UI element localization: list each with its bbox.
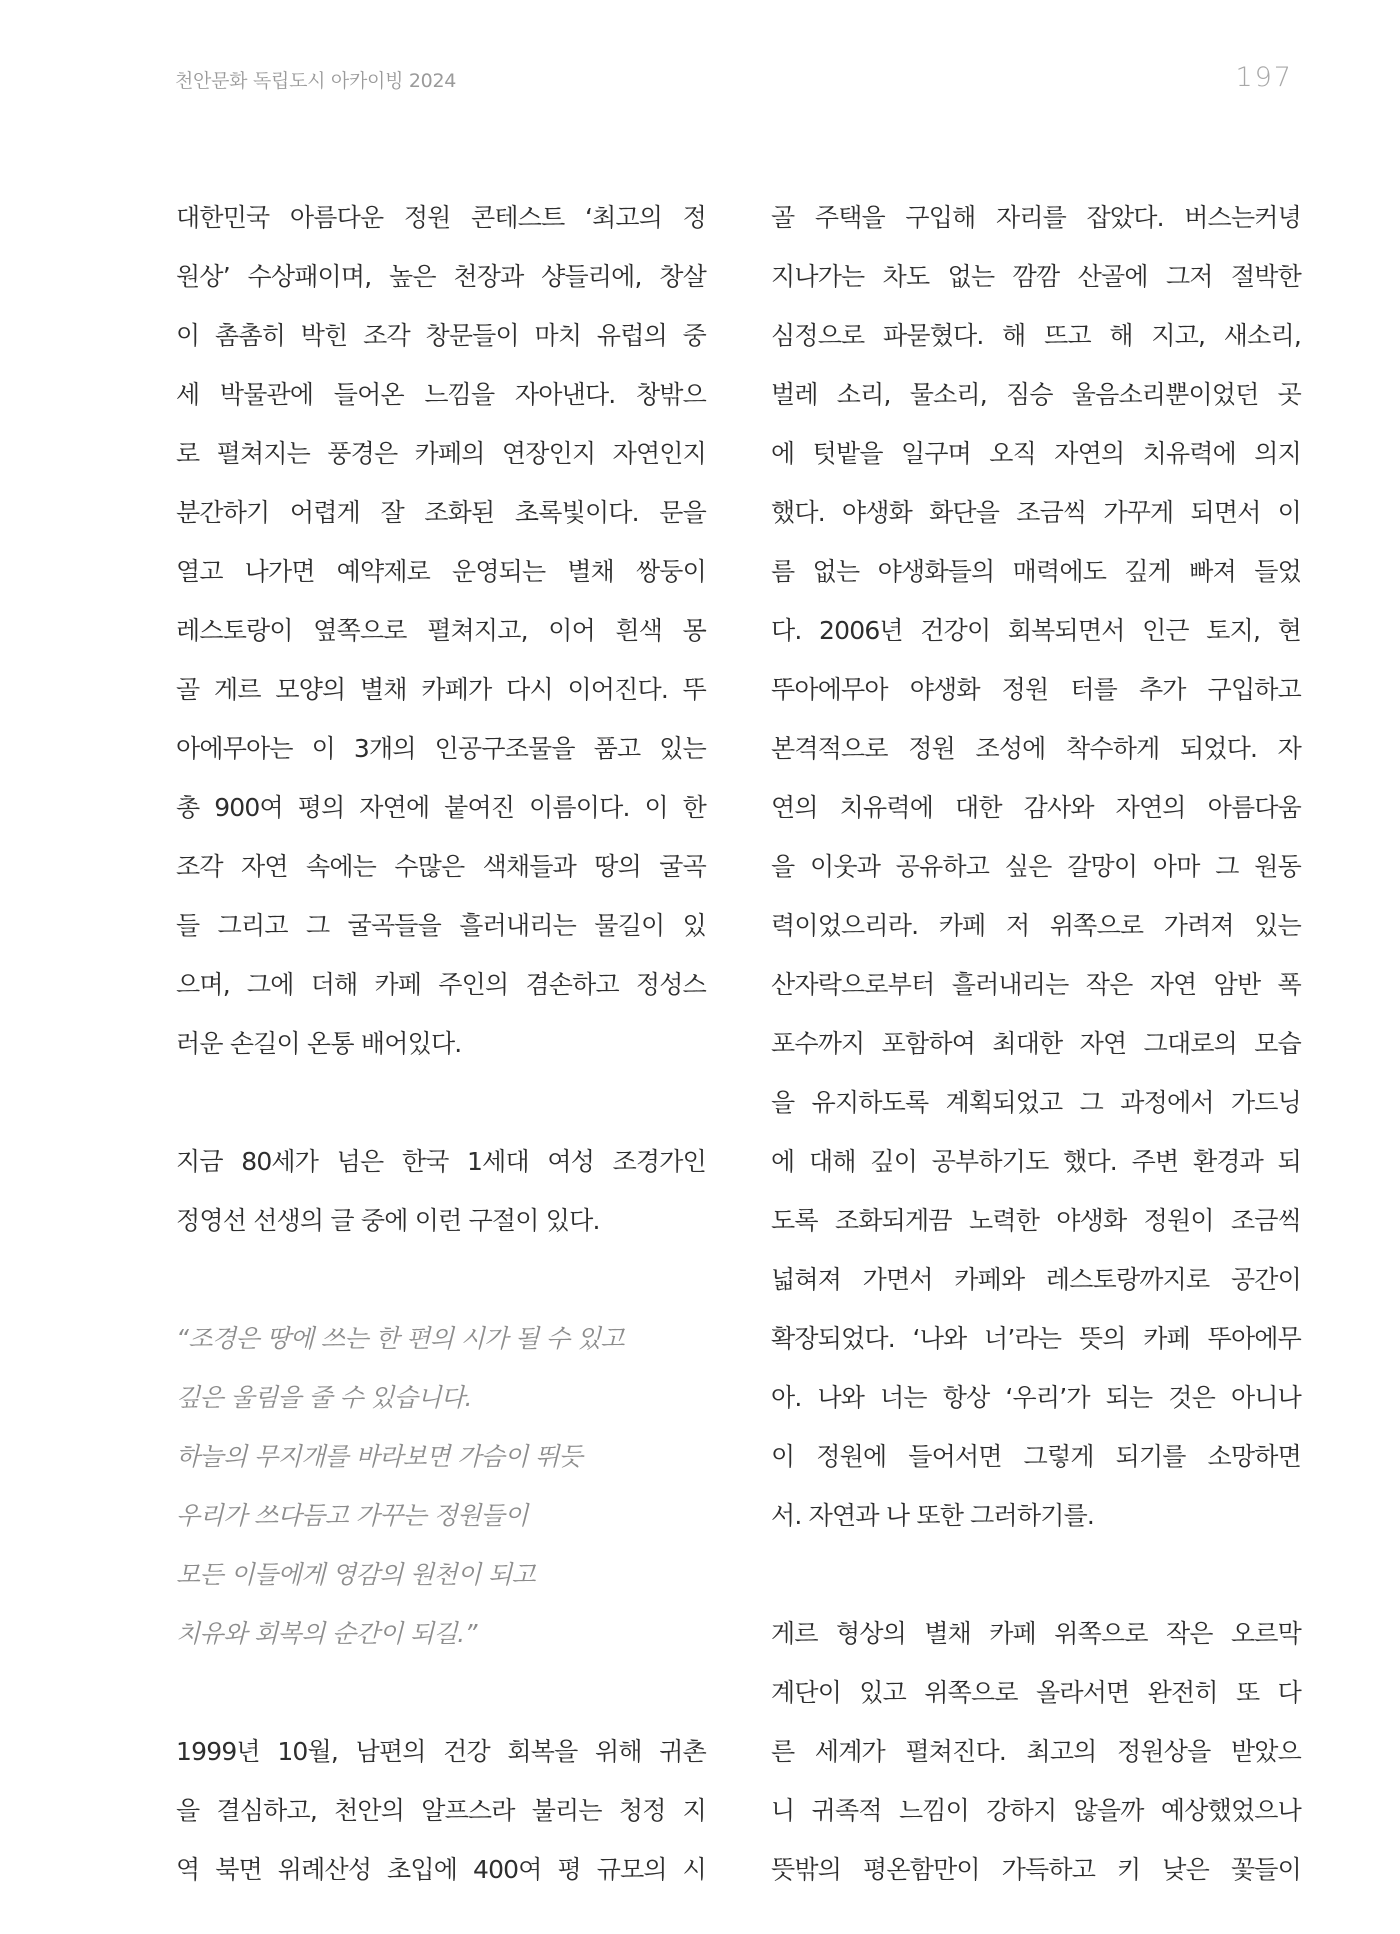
page-header xyxy=(175,62,1293,102)
text-line: 본격적으로 정원 조성에 착수하게 되었다. 자 xyxy=(771,734,1301,763)
right-column xyxy=(771,188,1301,1899)
text-line: 게르 형상의 별채 카페 위쪽으로 작은 오르막 xyxy=(771,1619,1301,1648)
text-line: 산자락으로부터 흘러내리는 작은 자연 암반 폭 xyxy=(771,970,1301,999)
text-line: 지금 80세가 넘은 한국 1세대 여성 조경가인 xyxy=(176,1147,706,1176)
paragraph xyxy=(176,188,706,1073)
paragraph xyxy=(176,1132,706,1250)
left-column xyxy=(176,188,706,1899)
text-line: 포수까지 포함하여 최대한 자연 그대로의 모습 xyxy=(771,1029,1301,1058)
paragraph-gap xyxy=(176,1663,706,1722)
text-line: 다. 2006년 건강이 회복되면서 인근 토지, 현 xyxy=(771,616,1301,645)
quote-line: 치유와 회복의 순간이 되길.” xyxy=(176,1619,477,1648)
paragraph xyxy=(771,1604,1301,1899)
text-line: 골 게르 모양의 별채 카페가 다시 이어진다. 뚜 xyxy=(176,675,706,704)
text-line: 대한민국 아름다운 정원 콘테스트 ‘최고의 정 xyxy=(176,203,706,232)
text-line: 원상’ 수상패이며, 높은 천장과 샹들리에, 창살 xyxy=(176,262,706,291)
text-line: 넓혀져 가면서 카페와 레스토랑까지로 공간이 xyxy=(771,1265,1301,1294)
text-line: 뜻밖의 평온함만이 가득하고 키 낮은 꽃들이 xyxy=(771,1855,1301,1884)
text-line: 역 북면 위례산성 초입에 400여 평 규모의 시 xyxy=(176,1855,706,1884)
text-line: 분간하기 어렵게 잘 조화된 초록빛이다. 문을 xyxy=(176,498,706,527)
text-line: 레스토랑이 옆쪽으로 펼쳐지고, 이어 흰색 몽 xyxy=(176,616,706,645)
text-line: 이 촘촘히 박힌 조각 창문들이 마치 유럽의 중 xyxy=(176,321,706,350)
text-line: 뚜아에무아 야생화 정원 터를 추가 구입하고 xyxy=(771,675,1301,704)
text-line: 력이었으리라. 카페 저 위쪽으로 가려져 있는 xyxy=(771,911,1301,940)
text-line: 에 텃밭을 일구며 오직 자연의 치유력에 의지 xyxy=(771,439,1301,468)
text-line: 른 세계가 펼쳐진다. 최고의 정원상을 받았으 xyxy=(771,1737,1301,1766)
text-line: 연의 치유력에 대한 감사와 자연의 아름다움 xyxy=(771,793,1301,822)
text-line: 세 박물관에 들어온 느낌을 자아낸다. 창밖으 xyxy=(176,380,706,409)
quote-line: 깊은 울림을 줄 수 있습니다. xyxy=(176,1383,472,1412)
text-line: 계단이 있고 위쪽으로 올라서면 완전히 또 다 xyxy=(771,1678,1301,1707)
paragraph xyxy=(771,188,1301,1545)
paragraph-gap xyxy=(771,1545,1301,1604)
quote-line: 우리가 쓰다듬고 가꾸는 정원들이 xyxy=(176,1501,528,1530)
text-line: 1999년 10월, 남편의 건강 회복을 위해 귀촌 xyxy=(176,1737,706,1766)
quote-line: “조경은 땅에 쓰는 한 편의 시가 될 수 있고 xyxy=(176,1324,624,1353)
quote-line: 모든 이들에게 영감의 원천이 되고 xyxy=(176,1560,536,1589)
text-line: 이 정원에 들어서면 그렇게 되기를 소망하면 xyxy=(771,1442,1301,1471)
text-line: 정영선 선생의 글 중에 이런 구절이 있다. xyxy=(176,1206,600,1235)
text-line: 들 그리고 그 굴곡들을 흘러내리는 물길이 있 xyxy=(176,911,706,940)
text-line: 을 이웃과 공유하고 싶은 갈망이 아마 그 원동 xyxy=(771,852,1301,881)
paragraph-gap xyxy=(176,1250,706,1309)
text-line: 총 900여 평의 자연에 붙여진 이름이다. 이 한 xyxy=(176,793,706,822)
text-line: 러운 손길이 온통 배어있다. xyxy=(176,1029,462,1058)
text-line: 로 펼쳐지는 풍경은 카페의 연장인지 자연인지 xyxy=(176,439,706,468)
text-line: 에 대해 깊이 공부하기도 했다. 주변 환경과 되 xyxy=(771,1147,1301,1176)
page-number: 197 xyxy=(1235,62,1293,93)
running-title: 천안문화 독립도시 아카이빙 2024 xyxy=(175,70,457,92)
text-line: 골 주택을 구입해 자리를 잡았다. 버스는커녕 xyxy=(771,203,1301,232)
quote-line: 하늘의 무지개를 바라보면 가슴이 뛰듯 xyxy=(176,1442,583,1471)
text-line: 도록 조화되게끔 노력한 야생화 정원이 조금씩 xyxy=(771,1206,1301,1235)
text-line: 지나가는 차도 없는 깜깜 산골에 그저 절박한 xyxy=(771,262,1301,291)
text-line: 름 없는 야생화들의 매력에도 깊게 빠져 들었 xyxy=(771,557,1301,586)
text-line: 했다. 야생화 화단을 조금씩 가꾸게 되면서 이 xyxy=(771,498,1301,527)
block-quote xyxy=(176,1309,706,1663)
paragraph-gap xyxy=(176,1073,706,1132)
text-line: 서. 자연과 나 또한 그러하기를. xyxy=(771,1501,1095,1530)
text-line: 확장되었다. ‘나와 너’라는 뜻의 카페 뚜아에무 xyxy=(771,1324,1301,1353)
text-line: 심정으로 파묻혔다. 해 뜨고 해 지고, 새소리, xyxy=(771,321,1301,350)
paragraph xyxy=(176,1722,706,1899)
text-line: 을 유지하도록 계획되었고 그 과정에서 가드닝 xyxy=(771,1088,1301,1117)
text-line: 아에무아는 이 3개의 인공구조물을 품고 있는 xyxy=(176,734,706,763)
text-line: 벌레 소리, 물소리, 짐승 울음소리뿐이었던 곳 xyxy=(771,380,1301,409)
text-line: 아. 나와 너는 항상 ‘우리’가 되는 것은 아니나 xyxy=(771,1383,1301,1412)
text-line: 열고 나가면 예약제로 운영되는 별채 쌍둥이 xyxy=(176,557,706,586)
text-line: 을 결심하고, 천안의 알프스라 불리는 청정 지 xyxy=(176,1796,706,1825)
text-line: 조각 자연 속에는 수많은 색채들과 땅의 굴곡 xyxy=(176,852,706,881)
text-line: 으며, 그에 더해 카페 주인의 겸손하고 정성스 xyxy=(176,970,706,999)
text-line: 니 귀족적 느낌이 강하지 않을까 예상했었으나 xyxy=(771,1796,1301,1825)
